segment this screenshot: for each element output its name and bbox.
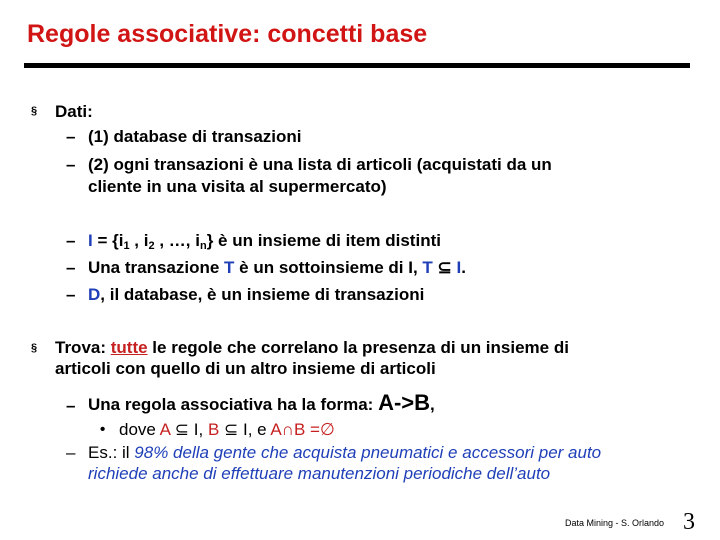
es-label: Es. [88,443,113,462]
sub-bullet-icon: • [100,421,106,438]
symbol-I: I [88,231,93,250]
trova-line-2: articoli con quello di un altro insieme di articoli [55,359,436,378]
t-def-mid: è un sottoinsieme di I, [234,258,423,277]
dove-eq: = [305,420,320,439]
page-number: 3 [683,509,695,535]
symbol-D: D [88,285,101,304]
symbol-B: B [207,420,220,439]
symbol-A: A [159,420,171,439]
bullet-icon: § [31,342,38,354]
dash-icon: – [66,285,76,304]
dash-icon: – [66,155,76,174]
empty-set-icon: ∅ [319,420,335,439]
item-set-definition [88,231,441,256]
slide-title: Regole associative: concetti base [27,20,428,48]
example-line-2: richiede anche di effettuare manutenzioni periodiche dell’auto [88,464,551,483]
subset-icon: ⊆ [432,258,457,277]
i-def-eq: = {i [92,231,124,250]
symbol-T: T [422,258,433,277]
bullet-icon: § [31,105,38,117]
t-def-end: . [461,258,466,277]
example-text-1: 98% della gente che acquista pneumatici e accessori per auto [134,443,602,462]
dash-icon: – [66,443,76,462]
dati-label: Dati: [55,102,93,121]
dati-item-2-line1: (2) ogni transazioni è una lista di articoli (acquistati da un [88,155,552,174]
i-sub-n: n [199,240,207,252]
i-sub-2: 2 [148,240,155,252]
rule-form: A->B [378,390,431,415]
dash-icon: – [66,258,76,277]
i-sub-1: 1 [123,240,130,252]
i-def-close: } [206,231,214,250]
database-definition [88,285,424,305]
title-rule [24,63,690,68]
dove-pre: dove [119,420,160,439]
transaction-definition [88,258,466,278]
symbol-T: T [224,258,235,277]
i-def-mid: , …, i [154,231,200,250]
intersection-AB: A∩B [270,420,306,439]
d-def-rest: , il database, è un insieme di transazioni [100,285,425,304]
trova-line-1 [55,338,569,358]
dash-icon: – [66,231,76,250]
trova-rest: le regole che correlano la presenza di un insieme di [147,338,569,357]
dash-icon: – [66,396,76,415]
t-def-pre: Una transazione [88,258,225,277]
es-colon: : il [112,443,135,462]
tutte-emphasis: tutte [110,338,148,357]
i-def-rest: è un insieme di item distinti [213,231,441,250]
i-def-comma: , i [129,231,149,250]
dash-icon: – [66,127,76,146]
dove-subset-1: ⊆ I, [170,420,208,439]
rule-pre: Una regola associativa ha la forma: [88,395,379,414]
dove-line [119,420,335,440]
dati-item-2-line2: cliente in una visita al supermercato) [88,177,387,196]
trova-pre: Trova: [55,338,111,357]
footer-text: Data Mining - S. Orlando [565,518,665,528]
rule-end: , [430,395,435,414]
rule-form-line [88,390,435,415]
symbol-I: I [456,258,462,277]
dove-subset-2: ⊆ I, e [219,420,271,439]
dati-item-1: (1) database di transazioni [88,127,302,146]
example-line-1 [88,443,601,463]
